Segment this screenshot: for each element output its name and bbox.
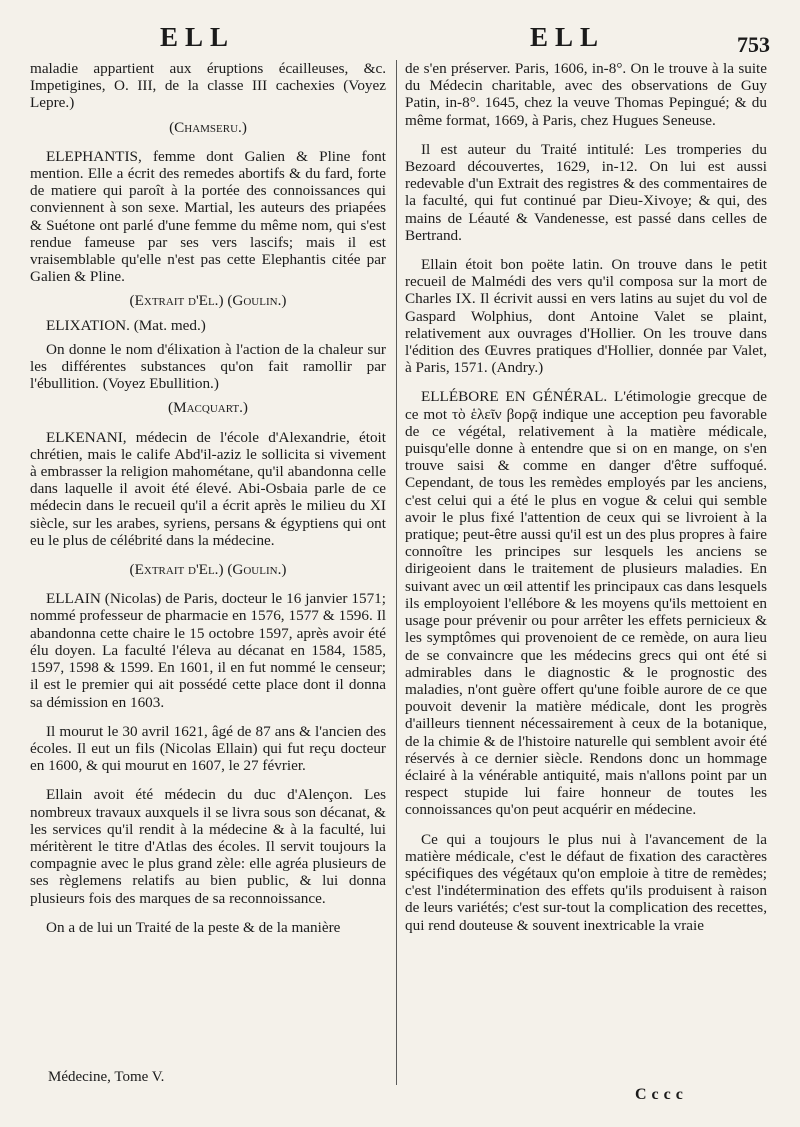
running-head-right: ELL bbox=[530, 22, 606, 52]
author-signature: (Extrait d'El.) (Goulin.) bbox=[129, 561, 287, 579]
entry-ellebore: ELLÉBORE EN GÉNÉRAL. L'étimologie grecque de ce mot τὸ ἑλεῖν βορᾷ indique une acception peu favorable de ce végétal, relativement à la matière médicale, puisqu'elle donne à entendre que si on en mange, on s'en trouve saisi & comme en danger d'être suffoqué. Cependant, de tous les remèdes employés par les anciens, c'est celui qui a été le plus en vogue & celui qui semble avoir le plus fixé l'attention de ceux qui se livroient à la pratique; peut-être aussi qu'il est un des plus propres à faire connoître les principes sur lesquels les anciens se dirigeoient dans le traitement de plusieurs maladies. En suivant avec un œil attentif les principaux cas dans lesquels ils employoient l'ellébore & les moyens qu'ils mettoient en usage pour prévenir ou pour arrêter les effets pernicieux & les symptômes qui provenoient de ce remède, on aura lieu de se convaincre que les médecins grecs qui ont été si admirables dans le diagnostic & le prognostic des maladies, n'ont guère offert qu'une foible aurore de ce que pouvoit devenir la matière médicale, dont les progrès d'ailleurs tiennent nécessairement à ceux de la botanique, de la chimie & de l'histoire naturelle qui semblent avoir été réservés à ce dernier siècle. Rendons donc un hommage éclairé à la vénérable antiquité, mais n'allons point par un respect stupide lui faire honneur de toutes les connoissances qu'on peut acquérir en médecine. bbox=[405, 388, 767, 819]
printer-signature: Cccc bbox=[635, 1086, 688, 1103]
paragraph: On a de lui un Traité de la peste & de la manière bbox=[46, 918, 341, 936]
running-head-left: ELL bbox=[160, 22, 236, 52]
entry-ellain: ELLAIN (Nicolas) de Paris, docteur le 16 janvier 1571; nommé professeur de pharmacie en 1576, 1577 & 1596. Il abandonna cette chaire le 15 octobre 1597, après avoir été élu doyen. La faculté l'éleva au décanat en 1584, 1585, 1597, 1598 & 1599. En 1601, il en fut nommé le censeur; il est le premier qui ait possédé cette place dont il donna sa démission en 1603. bbox=[30, 590, 386, 711]
author-signature: (Macquart.) bbox=[168, 399, 248, 417]
entry-heading: ELIXATION. (Mat. med.) bbox=[46, 316, 206, 334]
paragraph: Ce qui a toujours le plus nui à l'avancement de la matière médicale, c'est le défaut de fixation des caractères spécifiques des végétaux qu'on emploie à titre de remèdes; c'est l'indétermination des effets qu'ils produisent à raison de leurs variétés; c'est sur-tout la complication des recettes, qui rend douteuse & souvent inextricable la vraie bbox=[405, 830, 767, 934]
entry-elkenani: ELKENANI, médecin de l'école d'Alexandrie, étoit chrétien, mais le calife Abd'il-aziz le sollicita si vivement à embrasser la religion mahométane, qu'il abandonna celle dans laquelle il avoit été élevé. Abi-Osbaia parle de ce médecin dans le recueil qu'il a écrit après le milieu du XI siècle, sur les arabes, syriens, persans & égyptiens qui ont eu le plus de célébrité dans la médecine. bbox=[30, 428, 386, 549]
footer-line: Médecine, Tome V. bbox=[48, 1069, 165, 1085]
paragraph: Ellain étoit bon poëte latin. On trouve dans le petit recueil de Malmédi des vers qu'il composa sur la mort de Charles IX. Il écrivit aussi en vers latins au sujet du vol de Gaspard Wolphius, dont Antoine Valet se plaint, relativement aux ouvrages d'Hollier. On les trouve dans l'édition des Œuvres pratiques d'Hollier, donnée par Valet, à Paris, 1571. (Andry.) bbox=[405, 256, 767, 377]
paragraph: de s'en préserver. Paris, 1606, in-8°. On le trouve à la suite du Médecin charitable, avec des observations de Guy Patin, in-8°. 1645, chez la veuve Thomas Pepingué; & du même format, 1669, à Paris, chez Hugues Seneuse. bbox=[405, 60, 767, 129]
column-divider bbox=[396, 60, 397, 1085]
entry-elephantis: ELEPHANTIS, femme dont Galien & Pline font mention. Elle a écrit des remedes abortifs & du fard, forte de matiere qui paroît à la portée des connoissances qui conviennent à son sexe. Martial, les auteurs des priapées & Suétone ont parlé d'une femme du même nom, qui s'est rendue fameuse par ses vers lascifs; mais il est vraisemblable qu'elle n'est pas cette Elephantis citée par Galien & Pline. bbox=[30, 147, 386, 286]
page-number: 753 bbox=[737, 32, 770, 57]
paragraph: maladie appartient aux éruptions écailleuses, &c. Impetigines, O. III, de la classe III cachexies (Voyez Lepre.) bbox=[30, 60, 386, 112]
paragraph: Ellain avoit été médecin du duc d'Alençon. Les nombreux travaux auxquels il se livra sous son décanat, & les services qu'il rendit à la médecine & à la faculté, lui méritèrent le titre d'Atlas des écoles. Il servit toujours la compagnie avec le plus grand zèle: elle agréa plusieurs de ses règlemens relatifs au bien public, & lui donna plusieurs fois des marques de sa reconnoissance. bbox=[30, 786, 386, 907]
right-column bbox=[405, 60, 767, 934]
author-signature: (Extrait d'El.) (Goulin.) bbox=[129, 292, 287, 310]
left-column bbox=[30, 60, 386, 936]
paragraph: Il est auteur du Traité intitulé: Les tromperies du Bezoard découvertes, 1629, in-12. On lui est aussi redevable d'un Extrait des registres & des commentaires de la faculté, qui fut continué par Dieu-Xivoye; & qui, des mains de Léauté & Vandenesse, est passé dans celles de Bertrand. bbox=[405, 140, 767, 244]
author-signature: (Chamseru.) bbox=[169, 118, 247, 136]
paragraph: Il mourut le 30 avril 1621, âgé de 87 ans & l'ancien des écoles. Il eut un fils (Nicolas Ellain) qui fut reçu docteur en 1600, & qui mourut en 1607, le 27 février. bbox=[30, 722, 386, 775]
entry-elixation: On donne le nom d'élixation à l'action de la chaleur sur les différentes substances qu'on fait ramollir par l'ébullition. (Voyez Ebullition.) bbox=[30, 340, 386, 393]
